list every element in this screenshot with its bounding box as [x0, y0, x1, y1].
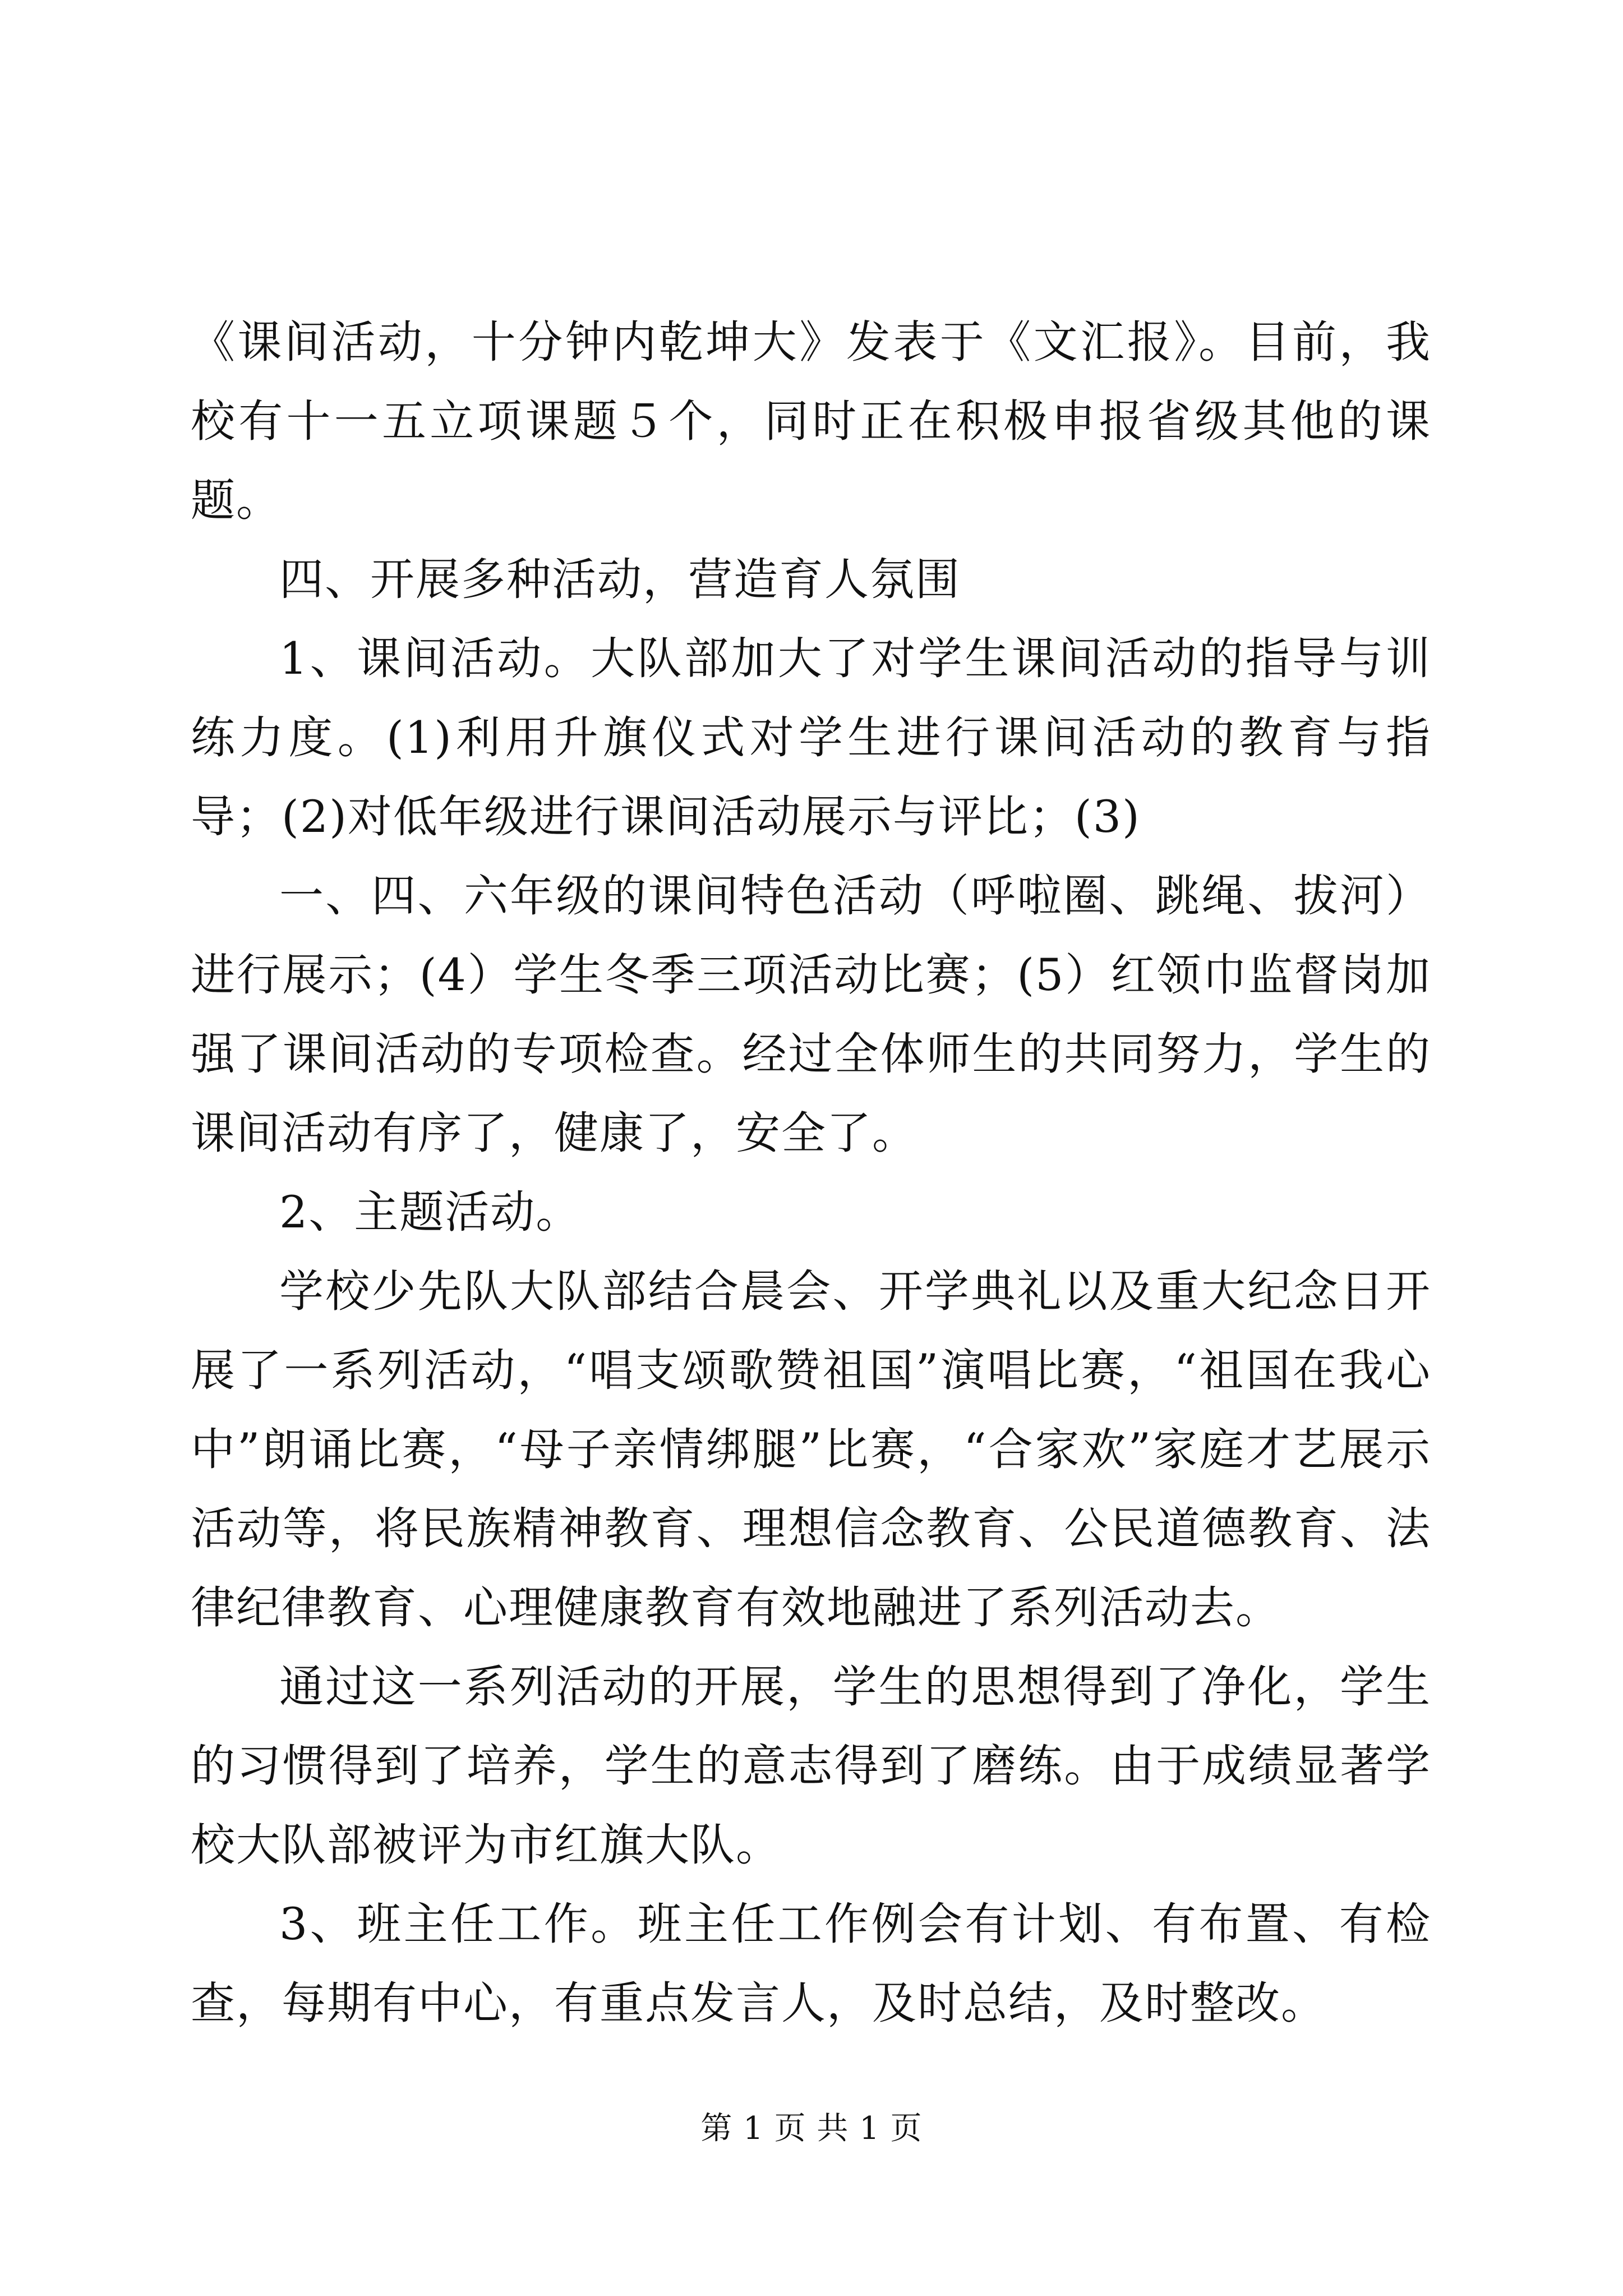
paragraph: 学校少先队大队部结合晨会、开学典礼以及重大纪念日开展了一系列活动，“唱支颂歌赞祖国”演唱比赛，“祖国在我心中”朗诵比赛，“母子亲情绑腿”比赛，“合家欢”家庭才艺展示活动等，将民族精神教育、理想信念教育、公民道德教育、法律纪律教育、心理健康教育有效地融进了系列活动去。 [191, 1266, 1431, 1634]
paragraph: 2、主题活动。 [279, 1186, 582, 1238]
paragraph: 通过这一系列活动的开展，学生的思想得到了净化，学生的习惯得到了培养，学生的意志得到了磨练。由于成绩显著学校大队部被评为市红旗大队。 [191, 1661, 1431, 1871]
paragraph: 一、四、六年级的课间特色活动（呼啦圈、跳绳、拔河）进行展示；(4）学生冬季三项活动比赛；(5）红领巾监督岗加强了课间活动的专项检查。经过全体师生的共同努力，学生的课间活动有序了，健康了，安全了。 [191, 870, 1431, 1159]
section-heading: 四、开展多种活动，营造育人氛围 [279, 554, 961, 605]
paragraph: 3、班主任工作。班主任工作例会有计划、有布置、有检查，每期有中心，有重点发言人，及时总结，及时整改。 [191, 1898, 1431, 2029]
paragraph-continued: 《课间活动，十分钟内乾坤大》发表于《文汇报》。目前，我校有十一五立项课题５个，同时正在积极申报省级其他的课题。 [191, 316, 1431, 526]
document-body [191, 303, 1431, 2043]
page-footer: 第 1 页 共 1 页 [700, 2110, 923, 2147]
paragraph: 1、课间活动。大队部加大了对学生课间活动的指导与训练力度。(1)利用升旗仪式对学生进行课间活动的教育与指导；(2)对低年级进行课间活动展示与评比；(3) [191, 633, 1431, 843]
